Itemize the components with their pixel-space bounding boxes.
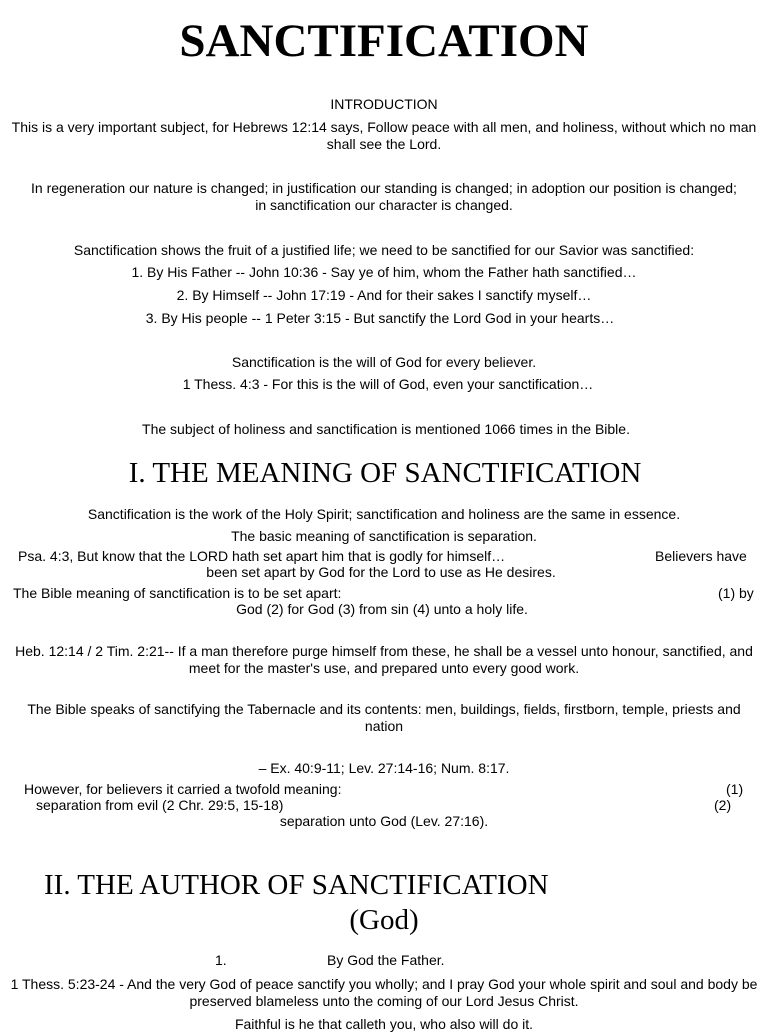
author-item-number: 1.: [215, 952, 227, 968]
bible-meaning: The Bible meaning of sanctification is to be set apart:: [13, 585, 342, 601]
intro-list-item: 3. By His people -- 1 Peter 3:15 - But sanctify the Lord God in your hearts…: [145, 310, 615, 326]
intro-heading: INTRODUCTION: [330, 96, 438, 112]
intro-paragraph-2: In regeneration our nature is changed; in justification our standing is changed; in adoption our position is changed; in sanctification our character is changed.: [31, 180, 737, 213]
thess-quote: 1 Thess. 4:3 - For this is the will of God, even your sanctification…: [182, 376, 594, 392]
introduction-section: [0, 0, 768, 437]
thess-5-quote: 1 Thess. 5:23-24 - And the very God of peace sanctify you wholly; and I pray God your whole spirit and soul and body be preserved blameless unto the coming of our Lord Jesus Christ.: [10, 976, 758, 1009]
tabernacle-paragraph: The Bible speaks of sanctifying the Tabernacle and its contents: men, buildings, fields, firstborn, temple, priests and nation: [27, 701, 741, 734]
section-1-heading: I. THE MEANING OF SANCTIFICATION: [128, 457, 642, 489]
twofold-meaning: However, for believers it carried a twofold meaning:: [24, 781, 342, 797]
section-1-paragraph-2: The basic meaning of sanctification is separation.: [231, 528, 537, 544]
will-of-god-statement: Sanctification is the will of God for every believer.: [231, 354, 537, 370]
page-title: SANCTIFICATION: [179, 15, 589, 67]
intro-paragraph-1: This is a very important subject, for Hebrews 12:14 says, Follow peace with all men, and holiness, without which no man shall see the Lord.: [11, 119, 757, 152]
heb-quote: Heb. 12:14 / 2 Tim. 2:21-- If a man therefore purge himself from these, he shall be a vessel unto honour, sanctified, and meet for the master's use, and prepared unto every good work.: [15, 643, 753, 676]
bible-meaning-point: (1) by: [718, 585, 754, 601]
intro-list-item: 1. By His Father -- John 10:36 - Say ye of him, whom the Father hath sanctified…: [131, 264, 637, 280]
section-2-subheading: (God): [349, 904, 419, 936]
intro-paragraph-3: Sanctification shows the fruit of a justified life; we need to be sanctified for our Savior was sanctified:: [73, 242, 695, 258]
mention-count: The subject of holiness and sanctification is mentioned 1066 times in the Bible.: [142, 421, 630, 437]
author-item-text: By God the Father.: [327, 952, 445, 968]
believers-text-continued: been set apart by God for the Lord to use as He desires.: [206, 564, 556, 580]
psa-quote: Psa. 4:3, But know that the LORD hath set apart him that is godly for himself…: [18, 548, 506, 564]
believers-text: Believers have: [655, 548, 747, 564]
separation-unto-god: separation unto God (Lev. 27:16).: [279, 813, 489, 829]
scripture-references: – Ex. 40:9-11; Lev. 27:14-16; Num. 8:17.: [258, 760, 510, 776]
twofold-point-2: (2): [714, 797, 732, 813]
separation-from-evil: separation from evil (2 Chr. 29:5, 15-18): [36, 797, 284, 813]
twofold-point-1: (1): [726, 781, 744, 797]
bible-meaning-continued: God (2) for God (3) from sin (4) unto a holy life.: [236, 601, 528, 617]
intro-list-item: 2. By Himself -- John 17:19 - And for their sakes I sanctify myself…: [176, 287, 592, 303]
faithful-quote: Faithful is he that calleth you, who also will do it.: [234, 1016, 534, 1032]
section-2-heading: II. THE AUTHOR OF SANCTIFICATION: [44, 869, 549, 901]
section-1-paragraph-1: Sanctification is the work of the Holy Spirit; sanctification and holiness are the same in essence.: [87, 506, 681, 522]
